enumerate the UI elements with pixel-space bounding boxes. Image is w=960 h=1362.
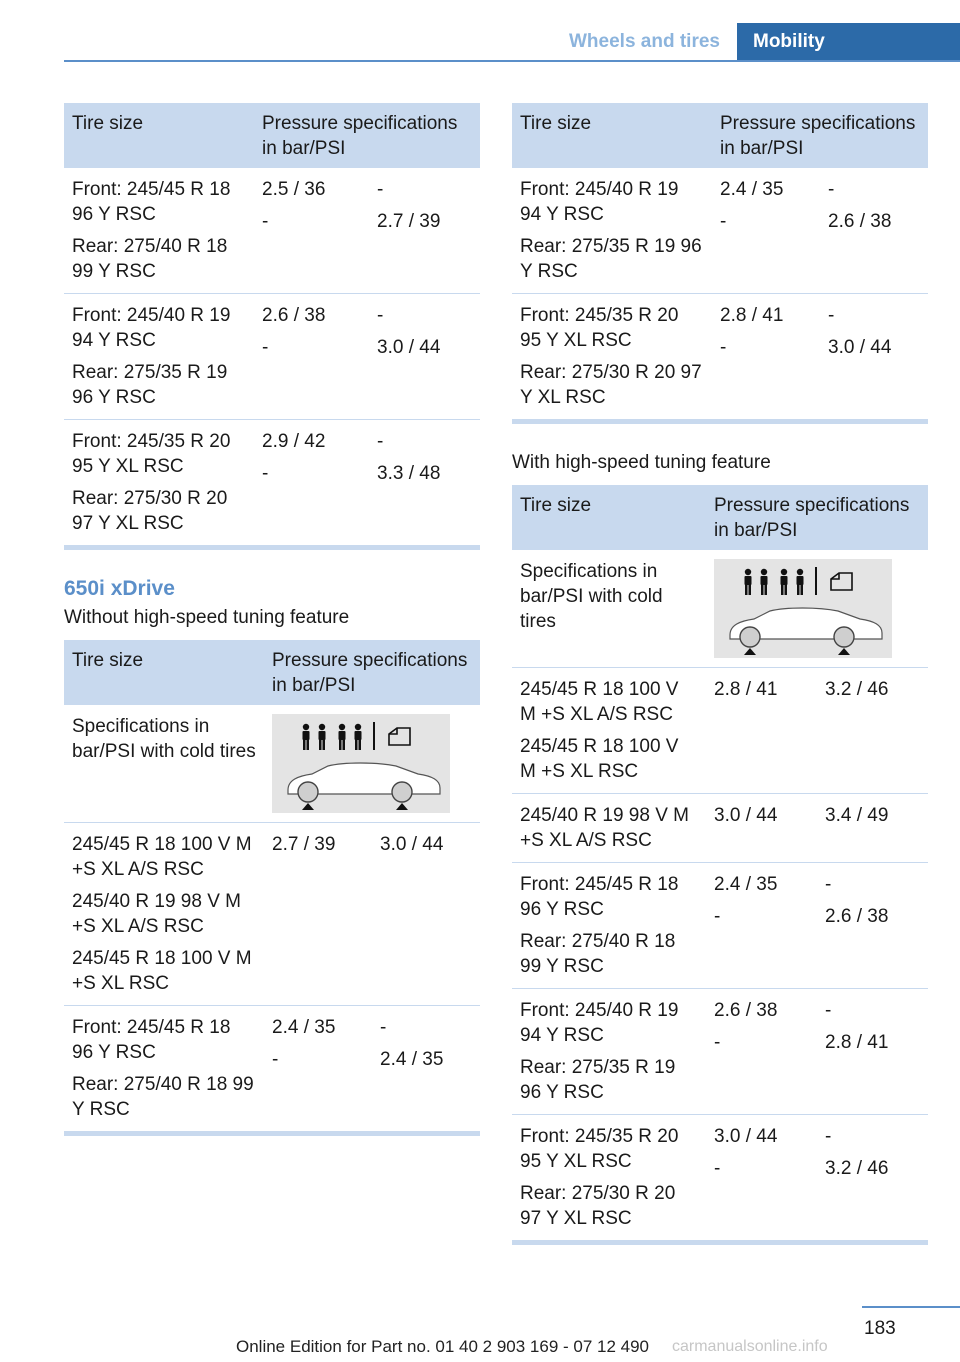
pressure-value: 3.0 / 44: [380, 834, 444, 855]
load-condition-pictogram-icon: [272, 714, 450, 813]
tire-size-cell: [64, 1006, 264, 1134]
tire-size: 245/45 R 18 100 V M +S XL RSC: [72, 948, 252, 994]
pressure-cell: [254, 294, 369, 420]
tire-size-cell: [64, 294, 254, 420]
column-header-tire-size: Tire size: [64, 640, 264, 705]
pressure-value: 2.7 / 39: [272, 834, 336, 855]
tire-size-front: Front: 245/35 R 20 95 Y XL RSC: [520, 305, 679, 351]
column-header-tire-size: Tire size: [512, 485, 706, 550]
tire-pressure-table: [512, 485, 928, 1245]
pressure-value: 3.3 / 48: [377, 463, 441, 484]
spec-label-cell: Specifications in bar/PSI with cold tires: [512, 550, 706, 668]
pressure-cell: [706, 668, 817, 794]
tire-size-rear: Rear: 275/30 R 20 97 Y XL RSC: [520, 1183, 676, 1229]
pressure-cell: [817, 1115, 928, 1243]
tire-pressure-table: [64, 103, 480, 550]
section-heading: 650i xDrive: [64, 577, 175, 600]
table-row: [512, 550, 928, 668]
column-header-pressure: Pressure specifications in bar/PSI: [706, 485, 928, 550]
pressure-value: 2.4 / 35: [720, 179, 784, 200]
tire-size-rear: Rear: 275/40 R 18 99 Y RSC: [520, 931, 676, 977]
tire-size-front: Front: 245/45 R 18 96 Y RSC: [72, 179, 231, 225]
pressure-value: -: [272, 1049, 279, 1070]
pressure-value: -: [714, 1158, 721, 1179]
table-row: [64, 168, 480, 294]
page-header: [0, 0, 960, 62]
pressure-value: 3.2 / 46: [825, 679, 889, 700]
pressure-cell: [369, 168, 480, 294]
watermark: carmanualsonline.info: [672, 1338, 828, 1355]
table-row: [64, 420, 480, 548]
pressure-cell: [369, 294, 480, 420]
pressure-cell: [706, 794, 817, 863]
tire-size-cell: [512, 863, 706, 989]
pressure-value: -: [262, 337, 269, 358]
footer-rule: [862, 1306, 960, 1308]
pressure-value: 2.6 / 38: [262, 305, 326, 326]
table-row: [512, 989, 928, 1115]
spec-label-cell: Specifications in bar/PSI with cold tires: [64, 705, 264, 823]
table-row: [512, 794, 928, 863]
pressure-cell: [264, 823, 372, 1006]
pressure-cell: [817, 989, 928, 1115]
tire-size-rear: Rear: 275/35 R 19 96 Y RSC: [72, 362, 228, 408]
pressure-cell: [264, 1006, 372, 1134]
pressure-value: -: [377, 179, 384, 200]
pressure-value: -: [262, 211, 269, 232]
pressure-value: 2.5 / 36: [262, 179, 326, 200]
header-rule: [64, 60, 960, 62]
pressure-cell: [817, 863, 928, 989]
tire-size-front: Front: 245/35 R 20 95 Y XL RSC: [520, 1126, 679, 1172]
table-header-row: [512, 485, 928, 550]
pressure-value: 3.4 / 49: [825, 805, 889, 826]
tire-size-front: Front: 245/35 R 20 95 Y XL RSC: [72, 431, 231, 477]
column-header-pressure: Pressure specifications in bar/PSI: [254, 103, 480, 168]
pressure-value: 2.4 / 35: [714, 874, 778, 895]
pressure-cell: [820, 168, 928, 294]
tire-size-cell: [512, 294, 712, 422]
table-row: [512, 668, 928, 794]
column-header-tire-size: Tire size: [64, 103, 254, 168]
pictogram-cell: [264, 705, 480, 823]
pressure-value: -: [377, 431, 384, 452]
tire-size: 245/40 R 19 98 V M +S XL A/S RSC: [72, 891, 241, 937]
pressure-cell: [820, 294, 928, 422]
table-header-row: [64, 103, 480, 168]
pressure-value: 2.6 / 38: [828, 211, 892, 232]
header-active-tab: Mobility: [737, 23, 960, 61]
left-column: [64, 103, 480, 1136]
pressure-value: 3.0 / 44: [714, 1126, 778, 1147]
page-number: 183: [864, 1318, 896, 1339]
pressure-cell: [817, 668, 928, 794]
pressure-cell: [706, 989, 817, 1115]
table-row: [512, 294, 928, 422]
pressure-value: 2.4 / 35: [380, 1049, 444, 1070]
column-header-pressure: Pressure specifications in bar/PSI: [264, 640, 480, 705]
tire-pressure-table: [64, 640, 480, 1136]
load-condition-pictogram-icon: [714, 559, 892, 658]
tire-size-rear: Rear: 275/40 R 18 99 Y RSC: [72, 1074, 254, 1120]
tire-size-cell: [512, 668, 706, 794]
pressure-value: -: [720, 337, 727, 358]
pressure-value: -: [262, 463, 269, 484]
subheading: Without high-speed tuning feature: [64, 607, 350, 628]
edition-footer: Online Edition for Part no. 01 40 2 903 169 - 07 12 490: [236, 1337, 650, 1356]
pressure-value: -: [825, 874, 832, 895]
tire-size-rear: Rear: 275/35 R 19 96 Y RSC: [520, 236, 702, 282]
pressure-value: 3.0 / 44: [714, 805, 778, 826]
pressure-cell: [254, 420, 369, 548]
column-header-tire-size: Tire size: [512, 103, 712, 168]
pressure-value: -: [714, 1032, 721, 1053]
table-row: [64, 823, 480, 1006]
column-header-pressure: Pressure specifications in bar/PSI: [712, 103, 928, 168]
pressure-value: 2.6 / 38: [825, 906, 889, 927]
subheading: With high-speed tuning feature: [512, 452, 771, 473]
pressure-value: 3.0 / 44: [377, 337, 441, 358]
tire-size-cell: [64, 420, 254, 548]
tire-size-cell: [512, 989, 706, 1115]
tire-size-cell: [64, 823, 264, 1006]
tire-size-cell: [512, 168, 712, 294]
tire-size-front: Front: 245/40 R 19 94 Y RSC: [520, 179, 679, 225]
table-row: [512, 1115, 928, 1243]
pressure-cell: [712, 294, 820, 422]
pressure-value: -: [828, 305, 835, 326]
table-header-row: [512, 103, 928, 168]
tire-size: 245/45 R 18 100 V M +S XL A/S RSC: [72, 834, 252, 880]
pressure-value: -: [720, 211, 727, 232]
tire-size-cell: [512, 1115, 706, 1243]
table-row: [64, 1006, 480, 1134]
pressure-value: -: [380, 1017, 387, 1038]
pressure-cell: [706, 863, 817, 989]
pressure-value: 3.0 / 44: [828, 337, 892, 358]
pressure-value: 2.7 / 39: [377, 211, 441, 232]
tire-size-cell: [512, 794, 706, 863]
table-header-row: [64, 640, 480, 705]
pressure-cell: [369, 420, 480, 548]
pressure-value: -: [825, 1126, 832, 1147]
pressure-value: 2.4 / 35: [272, 1017, 336, 1038]
tire-size: 245/40 R 19 98 V M +S XL A/S RSC: [520, 805, 689, 851]
pressure-value: 2.9 / 42: [262, 431, 326, 452]
pressure-value: -: [714, 906, 721, 927]
tire-size-cell: [64, 168, 254, 294]
table-row: [512, 168, 928, 294]
tire-size-rear: Rear: 275/30 R 20 97 Y XL RSC: [520, 362, 702, 408]
tire-size: 245/45 R 18 100 V M +S XL A/S RSC: [520, 679, 679, 725]
table-row: [512, 863, 928, 989]
pressure-cell: [372, 1006, 480, 1134]
tire-size-rear: Rear: 275/40 R 18 99 Y RSC: [72, 236, 228, 282]
pressure-value: -: [825, 1000, 832, 1021]
pressure-value: 2.6 / 38: [714, 1000, 778, 1021]
tire-size-rear: Rear: 275/35 R 19 96 Y RSC: [520, 1057, 676, 1103]
header-section-label: Wheels and tires: [569, 31, 720, 52]
pressure-value: 2.8 / 41: [825, 1032, 889, 1053]
pressure-value: 2.8 / 41: [720, 305, 784, 326]
pressure-value: -: [828, 179, 835, 200]
pressure-cell: [817, 794, 928, 863]
pressure-cell: [712, 168, 820, 294]
pictogram-cell: [706, 550, 928, 668]
table-row: [64, 705, 480, 823]
pressure-cell: [254, 168, 369, 294]
tire-size-front: Front: 245/40 R 19 94 Y RSC: [72, 305, 231, 351]
tire-size: 245/45 R 18 100 V M +S XL RSC: [520, 736, 679, 782]
tire-size-rear: Rear: 275/30 R 20 97 Y XL RSC: [72, 488, 228, 534]
tire-size-front: Front: 245/45 R 18 96 Y RSC: [72, 1017, 231, 1063]
tire-size-front: Front: 245/45 R 18 96 Y RSC: [520, 874, 679, 920]
table-row: [64, 294, 480, 420]
pressure-value: 2.8 / 41: [714, 679, 778, 700]
pressure-value: 3.2 / 46: [825, 1158, 889, 1179]
pressure-value: -: [377, 305, 384, 326]
tire-size-front: Front: 245/40 R 19 94 Y RSC: [520, 1000, 679, 1046]
pressure-cell: [706, 1115, 817, 1243]
pressure-cell: [372, 823, 480, 1006]
tire-pressure-table: [512, 103, 928, 424]
right-column: [512, 103, 928, 1245]
